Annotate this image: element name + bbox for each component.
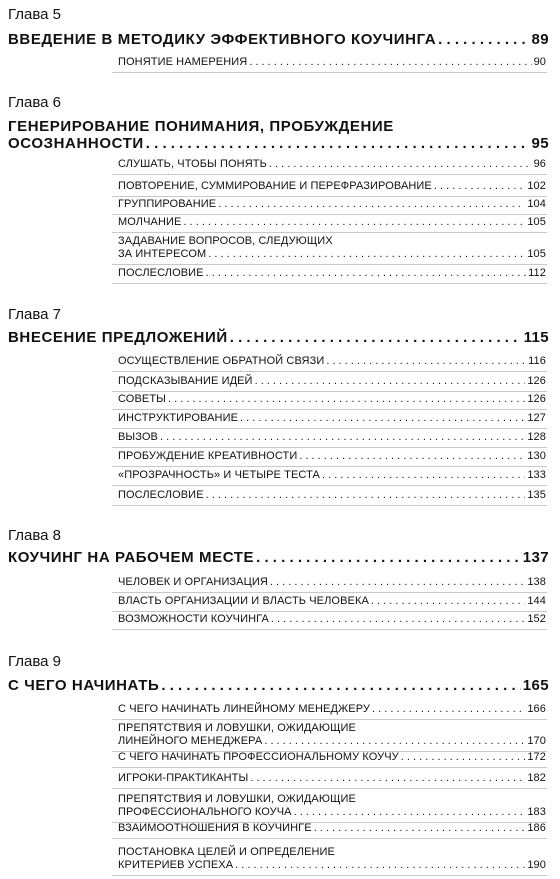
- section-title: ПОСЛЕСЛОВИЕ: [118, 489, 204, 501]
- section-title: ПОСТАНОВКА ЦЕЛЕЙ И ОПРЕДЕЛЕНИЕ: [118, 846, 335, 858]
- chapter-page-number: 89: [531, 31, 549, 48]
- chapter-title[interactable]: [8, 677, 549, 694]
- dot-leader: [235, 859, 525, 872]
- section-entry[interactable]: [118, 576, 546, 589]
- section-title: ЗАДАВАНИЕ ВОПРОСОВ, СЛЕДУЮЩИХ: [118, 235, 333, 247]
- section-entry[interactable]: [118, 793, 546, 819]
- section-line: [118, 613, 546, 626]
- chapter-label: Глава 9: [8, 653, 62, 670]
- section-divider: [112, 174, 547, 175]
- section-divider: [112, 767, 547, 768]
- section-page-number: 186: [527, 822, 546, 834]
- section-entry[interactable]: [118, 216, 546, 229]
- chapter-title-text: ВВЕДЕНИЕ В МЕТОДИКУ ЭФФЕКТИВНОГО КОУЧИНГА: [8, 31, 437, 48]
- section-divider: [112, 371, 547, 372]
- section-entry[interactable]: [118, 393, 546, 406]
- dot-leader: [206, 267, 527, 280]
- dot-leader: [218, 198, 525, 211]
- chapter-title-text: КОУЧИНГ НА РАБОЧЕМ МЕСТЕ: [8, 549, 255, 566]
- chapter-title-line: [8, 31, 549, 48]
- chapter-label: Глава 7: [8, 306, 62, 323]
- chapter-title-line: [8, 677, 549, 694]
- dot-leader: [438, 31, 529, 48]
- section-title: СЛУШАТЬ, ЧТОБЫ ПОНЯТЬ: [118, 158, 267, 170]
- section-entry[interactable]: [118, 56, 546, 69]
- section-title: ПОВТОРЕНИЕ, СУММИРОВАНИЕ И ПЕРЕФРАЗИРОВАНИЕ: [118, 180, 432, 192]
- section-line: [118, 822, 546, 835]
- section-page-number: 96: [533, 158, 546, 170]
- section-line: [118, 469, 546, 482]
- chapter-title-text: ВНЕСЕНИЕ ПРЕДЛОЖЕНИЙ: [8, 329, 228, 346]
- section-page-number: 183: [527, 806, 546, 818]
- chapter-title[interactable]: [8, 31, 549, 48]
- section-title: ВОЗМОЖНОСТИ КОУЧИНГА: [118, 613, 269, 625]
- section-page-number: 90: [533, 56, 546, 68]
- section-line: [118, 846, 546, 859]
- section-entry[interactable]: [118, 450, 546, 463]
- section-page-number: 105: [527, 248, 546, 260]
- section-title: ПРОБУЖДЕНИЕ КРЕАТИВНОСТИ: [118, 450, 298, 462]
- section-divider: [112, 788, 547, 789]
- section-line: [118, 235, 546, 248]
- section-entry[interactable]: [118, 613, 546, 626]
- section-title: ПОНЯТИЕ НАМЕРЕНИЯ: [118, 56, 248, 68]
- dot-leader: [240, 412, 525, 425]
- section-title: ПРЕПЯТСТВИЯ И ЛОВУШКИ, ОЖИДАЮЩИЕ: [118, 722, 356, 734]
- section-entry[interactable]: [118, 198, 546, 211]
- section-line: [118, 56, 546, 69]
- chapter-page-number: 115: [523, 329, 549, 346]
- section-divider: [112, 196, 547, 197]
- section-divider: [112, 485, 547, 486]
- section-divider: [112, 611, 547, 612]
- section-divider: [112, 505, 547, 506]
- section-entry[interactable]: [118, 751, 546, 764]
- section-title: ПРОФЕССИОНАЛЬНОГО КОУЧА: [118, 806, 292, 818]
- section-title: СОВЕТЫ: [118, 393, 166, 405]
- dot-leader: [208, 248, 525, 261]
- section-line: [118, 158, 546, 171]
- dot-leader: [314, 822, 526, 835]
- dot-leader: [264, 735, 525, 748]
- chapter-title-text: ОСОЗНАННОСТИ: [8, 135, 144, 152]
- section-entry[interactable]: [118, 703, 546, 716]
- section-line: [118, 431, 546, 444]
- section-page-number: 130: [527, 450, 546, 462]
- section-title: ВЗАИМООТНОШЕНИЯ В КОУЧИНГЕ: [118, 822, 312, 834]
- dot-leader: [168, 393, 525, 406]
- section-line: [118, 489, 546, 502]
- dot-leader: [269, 158, 532, 171]
- section-line: [118, 355, 546, 368]
- section-line: [118, 216, 546, 229]
- dot-leader: [322, 469, 525, 482]
- section-title: ИГРОКИ-ПРАКТИКАНТЫ: [118, 772, 249, 784]
- section-title: ГРУППИРОВАНИЕ: [118, 198, 217, 210]
- section-divider: [112, 214, 547, 215]
- chapter-title-line: [8, 118, 549, 135]
- dot-leader: [161, 677, 520, 694]
- section-line: [118, 772, 546, 785]
- section-title: ВЛАСТЬ ОРГАНИЗАЦИИ И ВЛАСТЬ ЧЕЛОВЕКА: [118, 595, 369, 607]
- chapter-title-line: [8, 135, 549, 152]
- section-line: [118, 198, 546, 211]
- chapter-title-text: С ЧЕГО НАЧИНАТЬ: [8, 677, 160, 694]
- section-line: [118, 576, 546, 589]
- section-divider: [112, 409, 547, 410]
- section-page-number: 133: [527, 469, 546, 481]
- dot-leader: [249, 56, 531, 69]
- section-entry[interactable]: [118, 235, 546, 261]
- section-title: МОЛЧАНИЕ: [118, 216, 182, 228]
- section-entry[interactable]: [118, 180, 546, 193]
- section-line: [118, 751, 546, 764]
- section-page-number: 144: [527, 595, 546, 607]
- section-divider: [112, 232, 547, 233]
- chapter-label: Глава 6: [8, 94, 62, 111]
- section-entry[interactable]: [118, 412, 546, 425]
- section-line: [118, 267, 546, 280]
- dot-leader: [294, 806, 526, 819]
- section-divider: [112, 428, 547, 429]
- section-title: ПОСЛЕСЛОВИЕ: [118, 267, 204, 279]
- dot-leader: [371, 595, 525, 608]
- section-line: [118, 722, 546, 735]
- section-title: ПРЕПЯТСТВИЯ И ЛОВУШКИ, ОЖИДАЮЩИЕ: [118, 793, 356, 805]
- section-entry[interactable]: [118, 822, 546, 835]
- section-divider: [112, 264, 547, 265]
- section-title: ЧЕЛОВЕК И ОРГАНИЗАЦИЯ: [118, 576, 268, 588]
- section-line: [118, 793, 546, 806]
- dot-leader: [230, 329, 522, 346]
- section-line: [118, 735, 546, 748]
- section-page-number: 116: [528, 355, 546, 367]
- section-title: ОСУЩЕСТВЛЕНИЕ ОБРАТНОЙ СВЯЗИ: [118, 355, 325, 367]
- section-entry[interactable]: [118, 489, 546, 502]
- chapter-label: Глава 8: [8, 527, 62, 544]
- section-page-number: 104: [527, 198, 546, 210]
- section-page-number: 190: [527, 859, 546, 871]
- section-page-number: 166: [527, 703, 546, 715]
- section-entry[interactable]: [118, 375, 546, 388]
- chapter-title[interactable]: [8, 549, 549, 566]
- section-line: [118, 595, 546, 608]
- section-title: ЛИНЕЙНОГО МЕНЕДЖЕРА: [118, 735, 263, 747]
- section-divider: [112, 719, 547, 720]
- chapter-page-number: 95: [531, 135, 549, 152]
- section-page-number: 112: [528, 267, 546, 279]
- section-line: [118, 375, 546, 388]
- section-title: «ПРОЗРАЧНОСТЬ» И ЧЕТЫРЕ ТЕСТА: [118, 469, 320, 481]
- dot-leader: [256, 549, 521, 566]
- section-entry[interactable]: [118, 355, 546, 368]
- dot-leader: [270, 576, 525, 589]
- section-divider: [112, 391, 547, 392]
- section-page-number: 138: [527, 576, 546, 588]
- dot-leader: [206, 489, 526, 502]
- section-title: ЗА ИНТЕРЕСОМ: [118, 248, 207, 260]
- dot-leader: [326, 355, 526, 368]
- section-page-number: 128: [527, 431, 546, 443]
- section-line: [118, 393, 546, 406]
- section-entry[interactable]: [118, 431, 546, 444]
- section-page-number: 127: [527, 412, 546, 424]
- chapter-page-number: 137: [522, 549, 549, 566]
- dot-leader: [401, 751, 526, 764]
- dot-leader: [271, 613, 525, 626]
- section-page-number: 172: [527, 751, 546, 763]
- chapter-label: Глава 5: [8, 6, 62, 23]
- dot-leader: [299, 450, 525, 463]
- section-line: [118, 806, 546, 819]
- section-page-number: 170: [527, 735, 546, 747]
- section-entry[interactable]: [118, 267, 546, 280]
- section-entry[interactable]: [118, 772, 546, 785]
- section-divider: [112, 72, 547, 73]
- dot-leader: [183, 216, 525, 229]
- section-page-number: 135: [527, 489, 546, 501]
- section-entry[interactable]: [118, 722, 546, 748]
- section-line: [118, 248, 546, 261]
- dot-leader: [160, 431, 525, 444]
- section-entry[interactable]: [118, 469, 546, 482]
- section-title: ПОДСКАЗЫВАНИЕ ИДЕЙ: [118, 375, 253, 387]
- section-line: [118, 703, 546, 716]
- section-line: [118, 859, 546, 872]
- section-divider: [112, 838, 547, 839]
- section-page-number: 102: [527, 180, 546, 192]
- section-entry[interactable]: [118, 595, 546, 608]
- section-divider: [112, 875, 547, 876]
- dot-leader: [372, 703, 525, 716]
- chapter-title-line: [8, 549, 549, 566]
- chapter-title[interactable]: [8, 118, 549, 152]
- section-entry[interactable]: [118, 846, 546, 872]
- dot-leader: [434, 180, 525, 193]
- section-page-number: 126: [527, 375, 546, 387]
- dot-leader: [250, 772, 525, 785]
- section-title: С ЧЕГО НАЧИНАТЬ ЛИНЕЙНОМУ МЕНЕДЖЕРУ: [118, 703, 371, 715]
- chapter-title-line: [8, 329, 549, 346]
- section-divider: [112, 592, 547, 593]
- section-title: ВЫЗОВ: [118, 431, 158, 443]
- section-title: С ЧЕГО НАЧИНАТЬ ПРОФЕССИОНАЛЬНОМУ КОУЧУ: [118, 751, 399, 763]
- dot-leader: [146, 135, 530, 152]
- section-title: КРИТЕРИЕВ УСПЕХА: [118, 859, 234, 871]
- section-title: ИНСТРУКТИРОВАНИЕ: [118, 412, 239, 424]
- dot-leader: [255, 375, 526, 388]
- section-page-number: 126: [527, 393, 546, 405]
- section-page-number: 105: [527, 216, 546, 228]
- section-page-number: 182: [527, 772, 546, 784]
- chapter-title[interactable]: [8, 329, 549, 346]
- section-line: [118, 450, 546, 463]
- section-page-number: 152: [527, 613, 546, 625]
- section-divider: [112, 447, 547, 448]
- section-line: [118, 412, 546, 425]
- chapter-page-number: 165: [522, 677, 549, 694]
- section-entry[interactable]: [118, 158, 546, 171]
- section-divider: [112, 629, 547, 630]
- section-divider: [112, 283, 547, 284]
- section-divider: [112, 466, 547, 467]
- chapter-title-text: ГЕНЕРИРОВАНИЕ ПОНИМАНИЯ, ПРОБУЖДЕНИЕ: [8, 118, 394, 135]
- section-line: [118, 180, 546, 193]
